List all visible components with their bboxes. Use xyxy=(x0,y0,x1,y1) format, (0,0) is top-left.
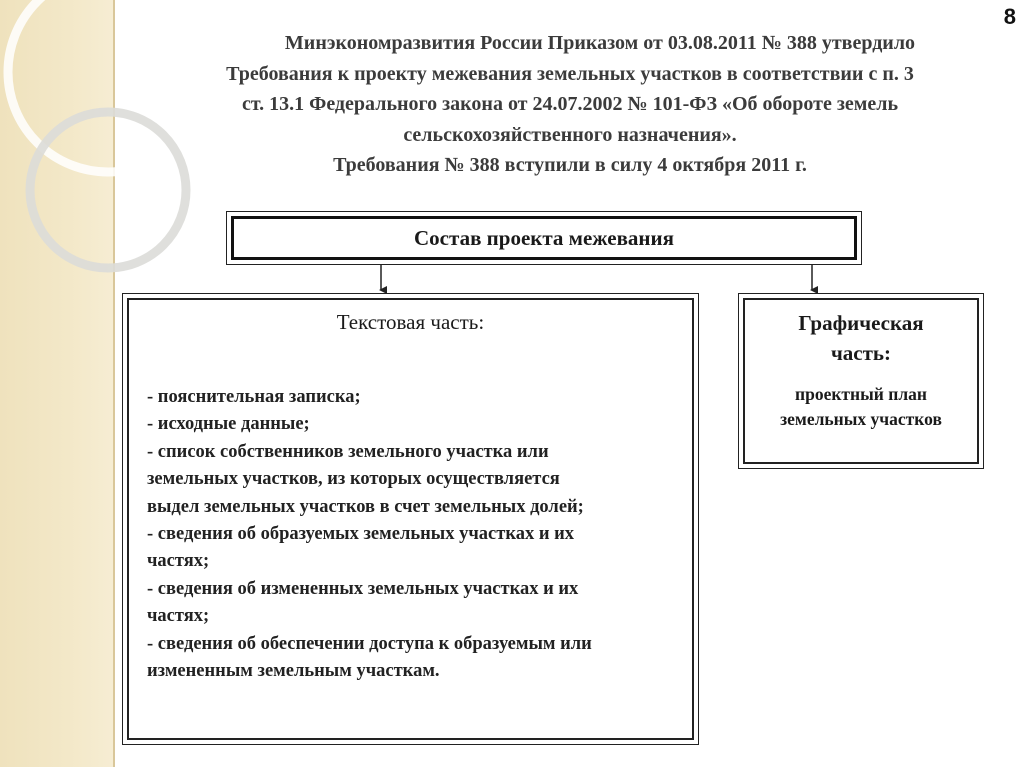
slide-number: 8 xyxy=(1003,4,1016,29)
heading-line-2: Требования к проекту межевания земельных участков в соответствии с п. 3 xyxy=(226,62,914,85)
text-part-title: Текстовая часть: xyxy=(336,310,485,334)
text-part-line: частях; xyxy=(147,606,210,627)
graphic-part-title-line: часть: xyxy=(830,341,892,365)
graphic-part-text-line: земельных участков xyxy=(780,409,942,429)
heading-line-3: ст. 13.1 Федерального закона от 24.07.2002 № 101-ФЗ «Об обороте земель xyxy=(241,93,899,115)
slide-heading xyxy=(125,28,1015,181)
root-box xyxy=(226,211,862,265)
text-part-line: - сведения об образуемых земельных участках и их xyxy=(147,524,575,545)
side-decor-line xyxy=(113,0,115,767)
heading-line-1: Минэкономразвития России Приказом от 03.08.2011 № 388 утвердило xyxy=(284,32,916,54)
text-part-line: - исходные данные; xyxy=(147,414,310,435)
graphic-part-text-line: проектный план xyxy=(795,384,927,404)
text-part-list xyxy=(147,384,692,685)
side-decor-band xyxy=(0,0,113,767)
text-part-line: частях; xyxy=(147,551,210,572)
graphic-part-box xyxy=(738,293,984,469)
text-part-line: земельных участков, из которых осуществляется xyxy=(147,469,560,490)
text-part-line: выдел земельных участков в счет земельных долей; xyxy=(147,496,584,517)
root-box-label: Состав проекта межевания xyxy=(231,216,857,260)
heading-line-5: Требования № 388 вступили в силу 4 октября 2011 г. xyxy=(333,154,807,176)
text-part-box xyxy=(122,293,699,745)
graphic-part-title xyxy=(745,308,977,368)
text-part-line: - список собственников земельного участка или xyxy=(147,441,549,462)
text-part-line: измененным земельным участкам. xyxy=(147,661,440,682)
graphic-part-text xyxy=(745,382,977,432)
text-part-line: - пояснительная записка; xyxy=(147,387,361,407)
graphic-part-title-line: Графическая xyxy=(798,311,924,335)
text-part-line: - сведения об измененных земельных участках и их xyxy=(147,578,579,599)
text-part-line: - сведения об обеспечении доступа к образуемым или xyxy=(147,633,592,654)
heading-line-4: сельскохозяйственного назначения». xyxy=(403,123,737,146)
